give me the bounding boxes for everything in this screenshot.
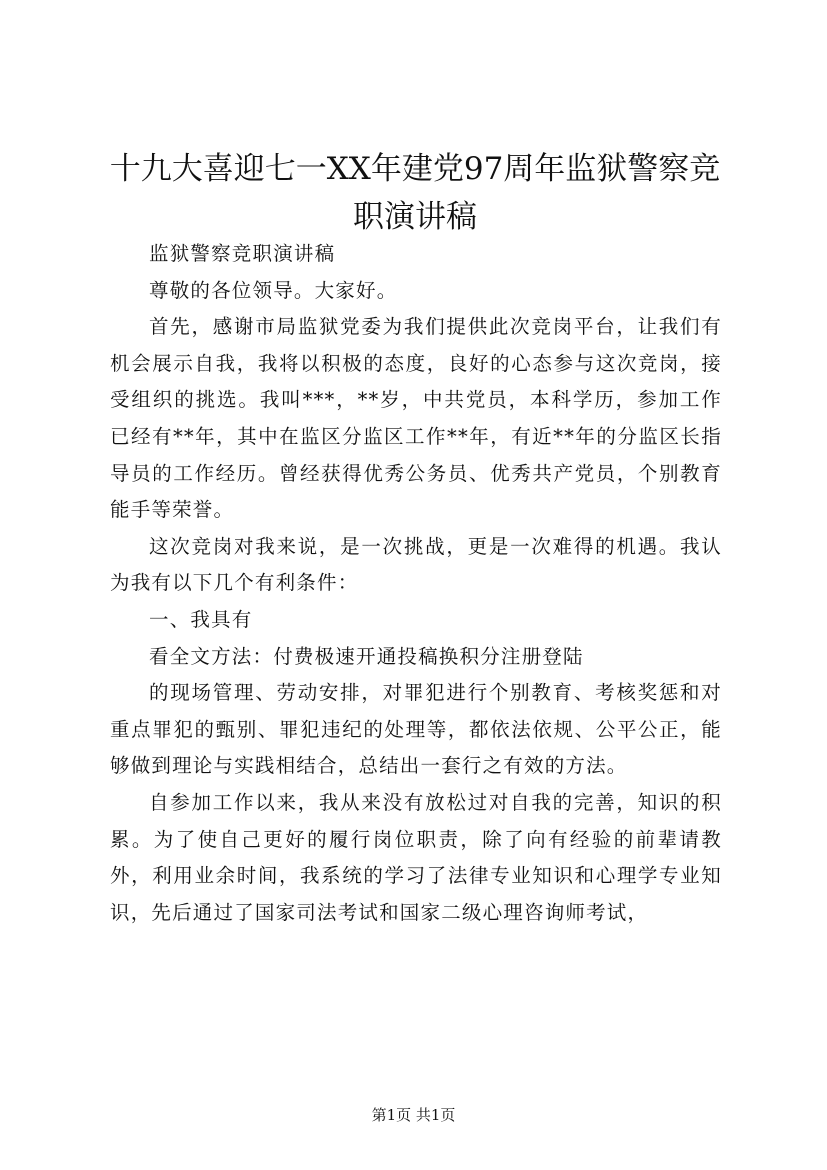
paragraph: 一、我具有: [149, 607, 253, 631]
paragraph: 监狱警察竞职演讲稿: [149, 242, 336, 265]
page-footer: 第1页 共1页: [371, 1106, 456, 1124]
paragraph: 尊敬的各位领导。大家好。: [149, 278, 398, 302]
paragraph: 的现场管理、劳动安排，对罪犯进行个别教育、考核奖惩和对重点罪犯的甄别、罪犯违纪的处理等，都依法依规、公平公正，能够做到理论与实践相结合，总结出一套行之有效的方法。: [110, 681, 722, 778]
paragraph: 首先，感谢市局监狱党委为我们提供此次竞岗平台，让我们有机会展示自我，我将以积极的态度，良好的心态参与这次竞岗，接受组织的挑选。我叫***，**岁，中共党员，本科学历，参加工作已经有**年，其中在监区分监区工作**年，有近**年的分监区长指导员的工作经历。曾经获得优秀公务员、优秀共产党员，个别教育能手等荣誉。: [110, 315, 722, 522]
document-body: [110, 236, 722, 931]
document-title: 十九大喜迎七一XX年建党97周年监狱警察竞职演讲稿: [109, 151, 721, 235]
paragraph: 看全文方法：付费极速开通投稿换积分注册登陆: [149, 644, 584, 668]
paragraph: 这次竞岗对我来说，是一次挑战，更是一次难得的机遇。我认为我有以下几个有利条件：: [110, 534, 722, 595]
paragraph: 自参加工作以来，我从来没有放松过对自我的完善，知识的积累。为了使自己更好的履行岗位职责，除了向有经验的前辈请教外，利用业余时间，我系统的学习了法律专业知识和心理学专业知识，先后通过了国家司法考试和国家二级心理咨询师考试，: [110, 790, 722, 924]
